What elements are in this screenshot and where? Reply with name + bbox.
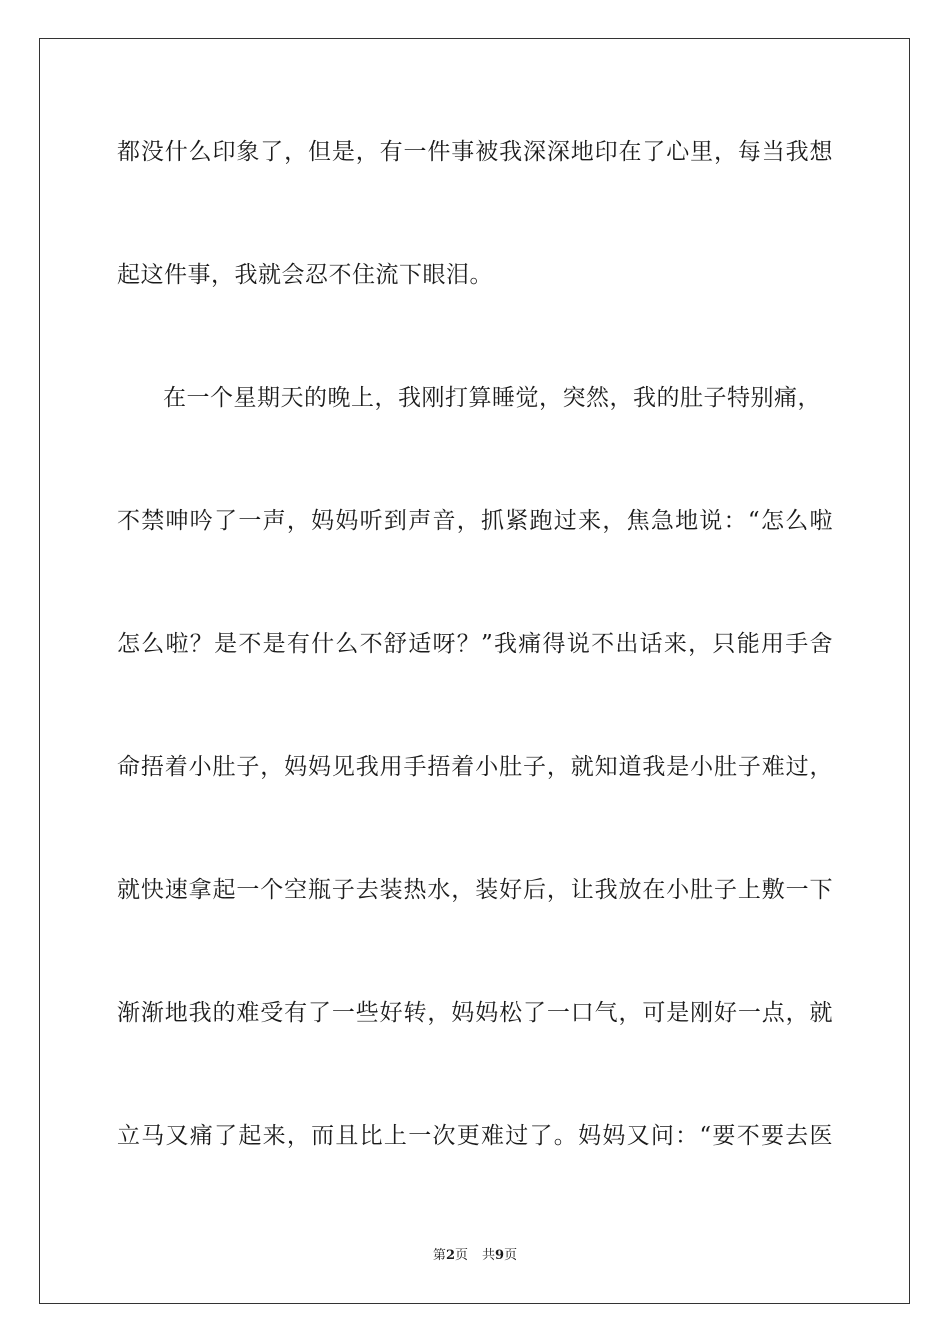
text-line-8: 渐渐地我的难受有了一些好转，妈妈松了一口气，可是刚好一点，就 (117, 1000, 833, 1026)
text-line-2: 起这件事，我就会忍不住流下眼泪。 (117, 262, 493, 288)
text-line-1: 都没什么印象了，但是，有一件事被我深深地印在了心里，每当我想 (117, 139, 833, 165)
text-line-7: 就快速拿起一个空瓶子去装热水，装好后，让我放在小肚子上敷一下 (117, 877, 833, 903)
page-prefix: 第 (432, 1248, 446, 1263)
page-number: 2 (445, 1248, 455, 1263)
page-border (39, 38, 910, 1304)
text-line-4: 不禁呻吟了一声，妈妈听到声音，抓紧跑过来，焦急地说：“怎么啦 (117, 508, 833, 534)
total-prefix: 共 (482, 1248, 496, 1263)
total-pages: 9 (495, 1248, 505, 1263)
text-line-9: 立马又痛了起来，而且比上一次更难过了。妈妈又问：“要不要去医 (117, 1123, 833, 1149)
text-line-3: 在一个星期天的晚上，我刚打算睡觉，突然，我的肚子特别痛， (163, 385, 821, 411)
page-footer (0, 1248, 950, 1264)
text-line-6: 命捂着小肚子，妈妈见我用手捂着小肚子，就知道我是小肚子难过， (117, 754, 833, 780)
total-suffix: 页 (504, 1248, 518, 1263)
text-line-5: 怎么啦？是不是有什么不舒适呀？”我痛得说不出话来，只能用手舍 (117, 631, 833, 657)
page-suffix: 页 (454, 1248, 468, 1263)
